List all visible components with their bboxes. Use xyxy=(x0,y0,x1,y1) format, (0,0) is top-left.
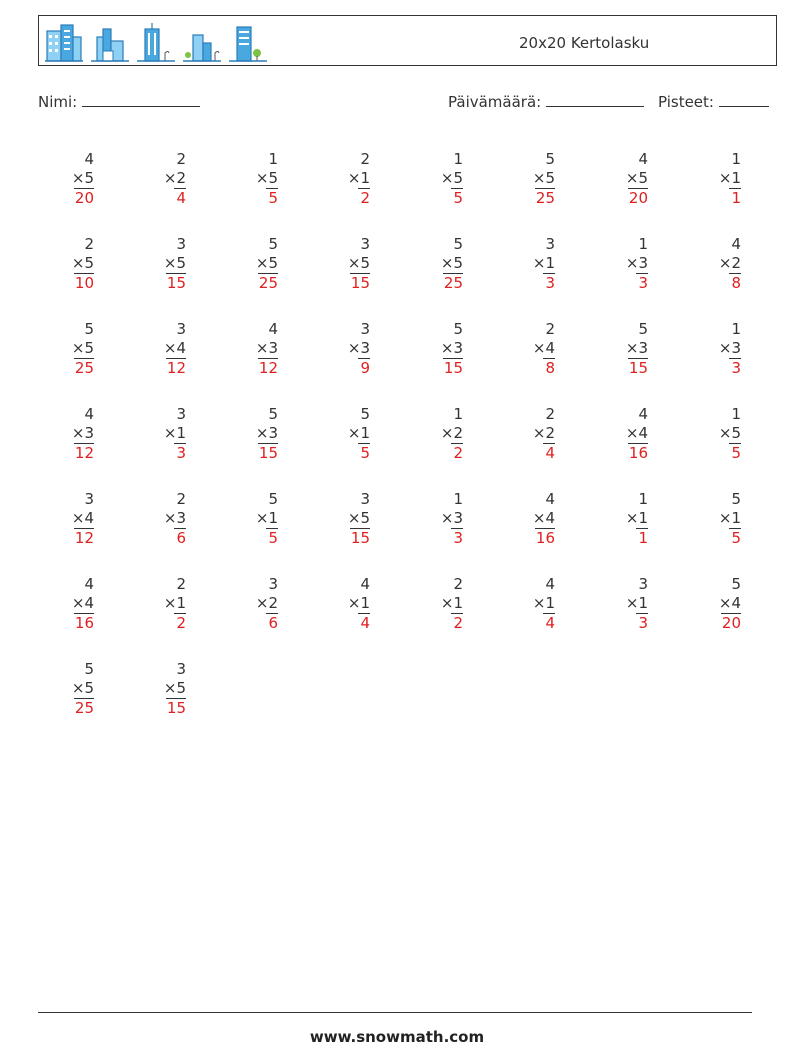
multiplication-problem xyxy=(701,320,741,378)
factor-top: 5 xyxy=(268,405,278,423)
answer: 4 xyxy=(543,443,555,463)
factor-top: 4 xyxy=(84,575,94,593)
answer: 25 xyxy=(74,359,94,377)
answer: 5 xyxy=(729,528,741,548)
factor-bottom: ×4 xyxy=(532,509,555,527)
name-field xyxy=(38,93,200,111)
multiplication-problem xyxy=(54,150,94,208)
worksheet-title: 20x20 Kertolasku xyxy=(519,34,650,52)
answer: 5 xyxy=(358,443,370,463)
factor-top: 4 xyxy=(638,405,648,423)
footer-divider xyxy=(38,1012,752,1013)
multiplication-problem xyxy=(238,490,278,548)
factor-top: 1 xyxy=(638,490,648,508)
factor-bottom: ×1 xyxy=(532,254,555,272)
factor-top: 3 xyxy=(176,320,186,338)
answer: 12 xyxy=(258,359,278,377)
factor-bottom: ×1 xyxy=(163,424,186,442)
factor-top: 2 xyxy=(453,575,463,593)
answer: 4 xyxy=(543,613,555,633)
factor-top: 2 xyxy=(360,150,370,168)
answer: 5 xyxy=(729,443,741,463)
answer: 15 xyxy=(350,274,370,292)
factor-bottom: ×4 xyxy=(625,424,648,442)
factor-top: 3 xyxy=(545,235,555,253)
building-icon xyxy=(229,23,267,63)
answer: 25 xyxy=(74,699,94,717)
factor-bottom: ×5 xyxy=(71,339,94,357)
factor-top: 5 xyxy=(731,490,741,508)
multiplication-problem xyxy=(608,320,648,378)
factor-top: 2 xyxy=(176,575,186,593)
factor-bottom: ×3 xyxy=(255,424,278,442)
factor-top: 5 xyxy=(84,660,94,678)
factor-top: 2 xyxy=(176,490,186,508)
answer: 3 xyxy=(543,273,555,293)
factor-top: 1 xyxy=(453,405,463,423)
multiplication-problem xyxy=(54,235,94,293)
name-blank[interactable] xyxy=(82,94,200,107)
factor-top: 2 xyxy=(545,405,555,423)
date-label: Päivämäärä: xyxy=(448,93,542,111)
factor-bottom: ×3 xyxy=(255,339,278,357)
multiplication-problem xyxy=(238,575,278,633)
factor-bottom: ×5 xyxy=(163,254,186,272)
factor-top: 3 xyxy=(360,320,370,338)
factor-bottom: ×1 xyxy=(440,594,463,612)
footer-website: www.snowmath.com xyxy=(309,1028,485,1046)
answer: 15 xyxy=(443,359,463,377)
factor-top: 3 xyxy=(638,575,648,593)
multiplication-problem xyxy=(423,320,463,378)
building-icon xyxy=(45,23,83,63)
factor-top: 5 xyxy=(545,150,555,168)
factor-bottom: ×4 xyxy=(532,339,555,357)
factor-top: 5 xyxy=(453,235,463,253)
multiplication-problem xyxy=(423,405,463,463)
answer: 2 xyxy=(358,188,370,208)
answer: 16 xyxy=(628,444,648,462)
multiplication-problem xyxy=(608,575,648,633)
answer: 3 xyxy=(729,358,741,378)
factor-top: 4 xyxy=(268,320,278,338)
factor-top: 4 xyxy=(731,235,741,253)
factor-bottom: ×3 xyxy=(718,339,741,357)
answer: 12 xyxy=(74,529,94,547)
answer: 8 xyxy=(543,358,555,378)
building-icon xyxy=(137,23,175,63)
factor-bottom: ×3 xyxy=(440,509,463,527)
multiplication-problem xyxy=(238,320,278,378)
multiplication-problem xyxy=(54,660,94,718)
factor-bottom: ×5 xyxy=(440,254,463,272)
factor-bottom: ×4 xyxy=(718,594,741,612)
multiplication-problem xyxy=(146,150,186,208)
factor-bottom: ×1 xyxy=(718,509,741,527)
answer: 5 xyxy=(266,188,278,208)
factor-bottom: ×5 xyxy=(71,169,94,187)
multiplication-problem xyxy=(330,575,370,633)
multiplication-problem xyxy=(330,320,370,378)
building-icon xyxy=(91,23,129,63)
factor-top: 5 xyxy=(638,320,648,338)
answer: 5 xyxy=(266,528,278,548)
score-blank[interactable] xyxy=(719,94,769,107)
factor-top: 5 xyxy=(84,320,94,338)
factor-bottom: ×1 xyxy=(163,594,186,612)
multiplication-problem xyxy=(515,490,555,548)
factor-bottom: ×4 xyxy=(71,509,94,527)
factor-top: 5 xyxy=(453,320,463,338)
factor-top: 5 xyxy=(268,235,278,253)
multiplication-problem xyxy=(146,660,186,718)
factor-top: 4 xyxy=(84,405,94,423)
factor-bottom: ×5 xyxy=(718,424,741,442)
factor-top: 3 xyxy=(176,405,186,423)
factor-bottom: ×3 xyxy=(625,339,648,357)
answer: 15 xyxy=(166,699,186,717)
answer: 25 xyxy=(535,189,555,207)
factor-bottom: ×5 xyxy=(347,254,370,272)
factor-bottom: ×5 xyxy=(440,169,463,187)
multiplication-problem xyxy=(423,490,463,548)
multiplication-problem xyxy=(54,490,94,548)
multiplication-problem xyxy=(423,235,463,293)
multiplication-problem xyxy=(515,405,555,463)
answer: 16 xyxy=(74,614,94,632)
answer: 3 xyxy=(451,528,463,548)
factor-bottom: ×1 xyxy=(347,424,370,442)
answer: 2 xyxy=(451,443,463,463)
factor-bottom: ×1 xyxy=(255,509,278,527)
factor-top: 3 xyxy=(360,490,370,508)
multiplication-problem xyxy=(515,575,555,633)
multiplication-problem xyxy=(238,150,278,208)
multiplication-problem xyxy=(701,150,741,208)
answer: 3 xyxy=(174,443,186,463)
multiplication-problem xyxy=(330,235,370,293)
factor-bottom: ×5 xyxy=(71,679,94,697)
factor-top: 3 xyxy=(176,235,186,253)
factor-top: 1 xyxy=(731,150,741,168)
multiplication-problem xyxy=(608,490,648,548)
multiplication-problem xyxy=(423,575,463,633)
factor-bottom: ×1 xyxy=(532,594,555,612)
factor-top: 2 xyxy=(176,150,186,168)
answer: 4 xyxy=(358,613,370,633)
factor-bottom: ×1 xyxy=(347,169,370,187)
factor-bottom: ×5 xyxy=(625,169,648,187)
factor-bottom: ×1 xyxy=(625,509,648,527)
multiplication-problem xyxy=(330,150,370,208)
date-field xyxy=(448,93,644,111)
answer: 3 xyxy=(636,273,648,293)
answer: 6 xyxy=(266,613,278,633)
answer: 20 xyxy=(721,614,741,632)
name-label: Nimi: xyxy=(38,93,78,111)
answer: 10 xyxy=(74,274,94,292)
answer: 25 xyxy=(443,274,463,292)
factor-bottom: ×3 xyxy=(71,424,94,442)
multiplication-problem xyxy=(54,405,94,463)
multiplication-problem xyxy=(515,320,555,378)
factor-bottom: ×3 xyxy=(163,509,186,527)
multiplication-problem xyxy=(146,235,186,293)
factor-bottom: ×3 xyxy=(347,339,370,357)
factor-top: 3 xyxy=(176,660,186,678)
answer: 12 xyxy=(74,444,94,462)
multiplication-problem xyxy=(608,235,648,293)
factor-bottom: ×5 xyxy=(163,679,186,697)
multiplication-problem xyxy=(701,235,741,293)
factor-bottom: ×5 xyxy=(347,509,370,527)
answer: 15 xyxy=(628,359,648,377)
multiplication-problem xyxy=(54,575,94,633)
factor-top: 5 xyxy=(268,490,278,508)
multiplication-problem xyxy=(515,235,555,293)
factor-bottom: ×4 xyxy=(163,339,186,357)
answer: 16 xyxy=(535,529,555,547)
multiplication-problem xyxy=(146,490,186,548)
logo-strip xyxy=(45,21,267,63)
answer: 25 xyxy=(258,274,278,292)
multiplication-problem xyxy=(515,150,555,208)
building-icon xyxy=(183,23,221,63)
multiplication-problem xyxy=(608,150,648,208)
factor-bottom: ×4 xyxy=(71,594,94,612)
score-label: Pisteet: xyxy=(658,93,714,111)
factor-top: 5 xyxy=(731,575,741,593)
factor-top: 2 xyxy=(84,235,94,253)
factor-top: 1 xyxy=(731,405,741,423)
answer: 1 xyxy=(636,528,648,548)
factor-bottom: ×3 xyxy=(625,254,648,272)
factor-bottom: ×2 xyxy=(440,424,463,442)
factor-top: 4 xyxy=(545,575,555,593)
multiplication-problem xyxy=(608,405,648,463)
factor-top: 1 xyxy=(453,150,463,168)
factor-top: 1 xyxy=(268,150,278,168)
factor-bottom: ×1 xyxy=(718,169,741,187)
factor-bottom: ×1 xyxy=(625,594,648,612)
answer: 4 xyxy=(174,188,186,208)
answer: 3 xyxy=(636,613,648,633)
factor-top: 5 xyxy=(360,405,370,423)
factor-bottom: ×2 xyxy=(532,424,555,442)
answer: 2 xyxy=(451,613,463,633)
answer: 20 xyxy=(628,189,648,207)
factor-top: 3 xyxy=(268,575,278,593)
factor-top: 1 xyxy=(638,235,648,253)
factor-bottom: ×2 xyxy=(163,169,186,187)
answer: 20 xyxy=(74,189,94,207)
multiplication-problem xyxy=(238,235,278,293)
multiplication-problem xyxy=(146,320,186,378)
multiplication-problem xyxy=(423,150,463,208)
multiplication-problem xyxy=(701,405,741,463)
answer: 15 xyxy=(258,444,278,462)
factor-bottom: ×2 xyxy=(718,254,741,272)
answer: 1 xyxy=(729,188,741,208)
multiplication-problem xyxy=(146,405,186,463)
multiplication-problem xyxy=(238,405,278,463)
answer: 2 xyxy=(174,613,186,633)
date-blank[interactable] xyxy=(546,94,644,107)
factor-top: 4 xyxy=(84,150,94,168)
answer: 12 xyxy=(166,359,186,377)
factor-top: 4 xyxy=(545,490,555,508)
factor-top: 1 xyxy=(453,490,463,508)
answer: 5 xyxy=(451,188,463,208)
answer: 8 xyxy=(729,273,741,293)
multiplication-problem xyxy=(701,490,741,548)
multiplication-problem xyxy=(54,320,94,378)
multiplication-problem xyxy=(330,490,370,548)
factor-bottom: ×3 xyxy=(440,339,463,357)
factor-top: 2 xyxy=(545,320,555,338)
factor-bottom: ×5 xyxy=(255,169,278,187)
score-field xyxy=(658,93,769,111)
factor-bottom: ×5 xyxy=(71,254,94,272)
answer: 9 xyxy=(358,358,370,378)
factor-bottom: ×5 xyxy=(532,169,555,187)
multiplication-problem xyxy=(146,575,186,633)
answer: 15 xyxy=(350,529,370,547)
factor-top: 1 xyxy=(731,320,741,338)
factor-bottom: ×1 xyxy=(347,594,370,612)
multiplication-problem xyxy=(701,575,741,633)
factor-top: 3 xyxy=(84,490,94,508)
worksheet-header xyxy=(38,15,777,66)
factor-bottom: ×5 xyxy=(255,254,278,272)
answer: 15 xyxy=(166,274,186,292)
factor-top: 4 xyxy=(638,150,648,168)
factor-top: 3 xyxy=(360,235,370,253)
factor-bottom: ×2 xyxy=(255,594,278,612)
multiplication-problem xyxy=(330,405,370,463)
answer: 6 xyxy=(174,528,186,548)
factor-top: 4 xyxy=(360,575,370,593)
